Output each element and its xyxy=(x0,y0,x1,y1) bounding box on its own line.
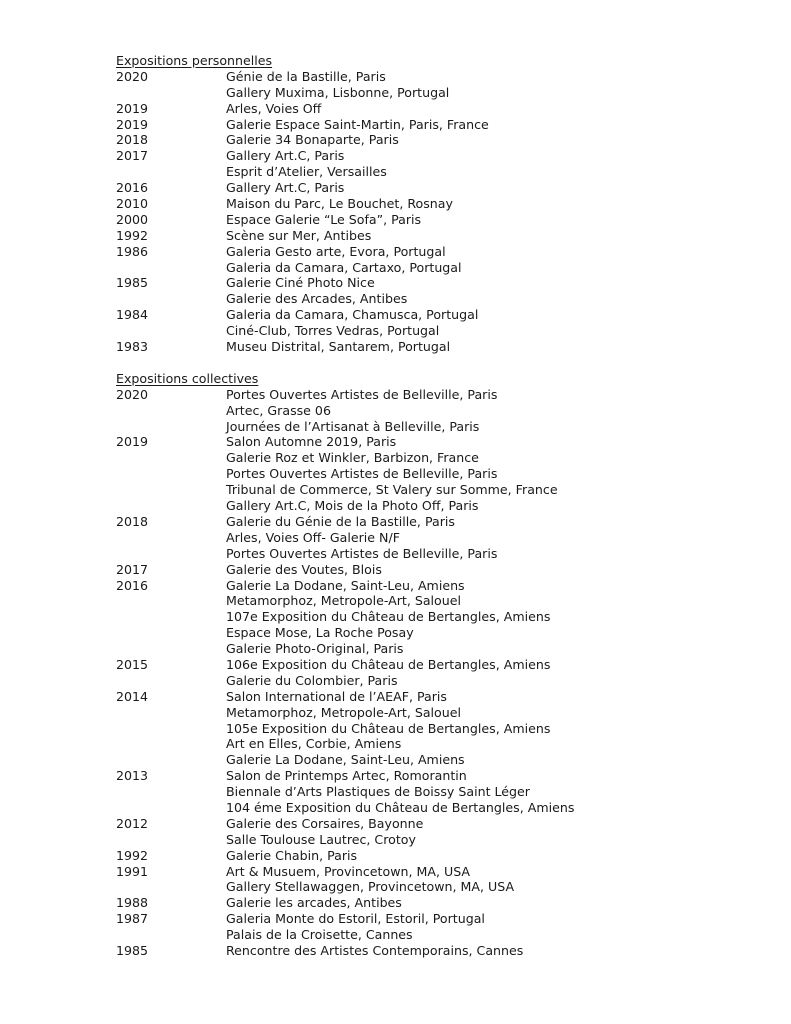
exhibition-row xyxy=(116,403,756,419)
exhibition-year xyxy=(116,498,226,514)
exhibition-venue: 104 éme Exposition du Château de Bertangles, Amiens xyxy=(226,799,575,815)
exhibition-venue: Galerie Chabin, Paris xyxy=(226,847,358,863)
exhibition-venue: Scène sur Mer, Antibes xyxy=(226,227,372,243)
exhibition-row xyxy=(116,800,756,816)
exhibition-venue: Museu Distrital, Santarem, Portugal xyxy=(226,339,451,355)
exhibition-year xyxy=(116,721,226,737)
exhibition-venue: Biennale d’Arts Plastiques de Boissy Saint Léger xyxy=(226,784,530,800)
exhibition-year: 2020 xyxy=(116,386,149,402)
exhibition-year: 2017 xyxy=(116,148,149,164)
exhibition-year: 2000 xyxy=(116,211,149,227)
exhibition-venue: Gallery Art.C, Paris xyxy=(226,180,345,196)
exhibition-year: 2016 xyxy=(116,577,149,593)
exhibition-row xyxy=(116,578,756,594)
exhibition-row xyxy=(116,307,756,323)
exhibition-venue: Galeria Monte do Estoril, Estoril, Portugal xyxy=(226,911,485,927)
exhibition-year: 2018 xyxy=(116,132,149,148)
exhibition-row xyxy=(116,132,756,148)
exhibition-year: 2015 xyxy=(116,656,149,672)
exhibition-year xyxy=(116,530,226,546)
exhibition-year xyxy=(116,736,226,752)
exhibition-venue: 105e Exposition du Château de Bertangles, Amiens xyxy=(226,720,551,736)
exhibition-year xyxy=(116,450,226,466)
exhibition-venue: Gallery Art.C, Paris xyxy=(226,148,345,164)
exhibition-year xyxy=(116,291,226,307)
exhibition-venue: Gallery Art.C, Mois de la Photo Off, Paris xyxy=(226,498,479,514)
exhibition-year xyxy=(116,403,226,419)
exhibition-row xyxy=(116,784,756,800)
exhibition-year xyxy=(116,879,226,895)
exhibition-row xyxy=(116,609,756,625)
exhibition-venue: Salon International de l’AEAF, Paris xyxy=(226,688,447,704)
exhibition-row xyxy=(116,562,756,578)
exhibition-row xyxy=(116,657,756,673)
exhibition-year xyxy=(116,609,226,625)
exhibition-year: 1985 xyxy=(116,275,149,291)
exhibition-row xyxy=(116,768,756,784)
exhibition-row xyxy=(116,323,756,339)
exhibition-year: 1987 xyxy=(116,911,149,927)
exhibition-year xyxy=(116,546,226,562)
exhibition-row xyxy=(116,832,756,848)
exhibition-venue: Galeria da Camara, Chamusca, Portugal xyxy=(226,307,479,323)
exhibition-year xyxy=(116,927,226,943)
exhibition-row xyxy=(116,705,756,721)
exhibition-venue: Galerie les arcades, Antibes xyxy=(226,895,402,911)
rows-personal xyxy=(116,69,756,355)
exhibition-venue: Ciné-Club, Torres Vedras, Portugal xyxy=(226,323,440,339)
exhibition-venue: Galerie des Voutes, Blois xyxy=(226,561,382,577)
exhibition-row xyxy=(116,879,756,895)
exhibition-venue: Art & Musuem, Provincetown, MA, USA xyxy=(226,863,471,879)
exhibition-year: 1983 xyxy=(116,339,149,355)
exhibition-year xyxy=(116,85,226,101)
exhibition-venue: Salle Toulouse Lautrec, Crotoy xyxy=(226,831,416,847)
exhibition-year xyxy=(116,260,226,276)
exhibition-row xyxy=(116,196,756,212)
exhibition-row xyxy=(116,482,756,498)
exhibition-venue: Rencontre des Artistes Contemporains, Cannes xyxy=(226,942,524,958)
exhibition-year: 2016 xyxy=(116,180,149,196)
exhibition-row xyxy=(116,117,756,133)
exhibition-venue: Galerie 34 Bonaparte, Paris xyxy=(226,132,399,148)
exhibition-row xyxy=(116,911,756,927)
exhibition-venue: Galerie Roz et Winkler, Barbizon, France xyxy=(226,450,479,466)
exhibition-row xyxy=(116,689,756,705)
exhibition-venue: Galerie La Dodane, Saint-Leu, Amiens xyxy=(226,577,465,593)
exhibition-row xyxy=(116,625,756,641)
exhibition-venue: Tribunal de Commerce, St Valery sur Somme, France xyxy=(226,482,558,498)
exhibition-year xyxy=(116,800,226,816)
exhibition-year: 2012 xyxy=(116,815,149,831)
exhibition-venue: Esprit d’Atelier, Versailles xyxy=(226,164,387,180)
exhibition-row xyxy=(116,419,756,435)
exhibition-row xyxy=(116,848,756,864)
exhibition-venue: Gallery Stellawaggen, Provincetown, MA, USA xyxy=(226,879,515,895)
exhibition-year: 1986 xyxy=(116,243,149,259)
exhibition-venue: Galerie Photo-Original, Paris xyxy=(226,641,404,657)
exhibition-year xyxy=(116,641,226,657)
exhibition-venue: Galerie Ciné Photo Nice xyxy=(226,275,375,291)
exhibition-row xyxy=(116,927,756,943)
exhibition-row xyxy=(116,148,756,164)
exhibition-row xyxy=(116,387,756,403)
section-collective xyxy=(116,371,756,959)
exhibition-venue: Portes Ouvertes Artistes de Belleville, Paris xyxy=(226,386,498,402)
exhibition-venue: Espace Galerie “Le Sofa”, Paris xyxy=(226,211,422,227)
exhibition-venue: Palais de la Croisette, Cannes xyxy=(226,927,413,943)
exhibition-year xyxy=(116,673,226,689)
exhibition-year: 2014 xyxy=(116,688,149,704)
exhibition-venue: Artec, Grasse 06 xyxy=(226,402,331,418)
exhibition-venue: Galerie des Corsaires, Bayonne xyxy=(226,815,424,831)
exhibition-year: 2020 xyxy=(116,68,149,84)
exhibition-row xyxy=(116,466,756,482)
exhibition-row xyxy=(116,434,756,450)
section-heading-personal: Expositions personnelles xyxy=(116,53,273,68)
exhibition-venue: Arles, Voies Off- Galerie N/F xyxy=(226,529,400,545)
exhibition-venue: Galerie des Arcades, Antibes xyxy=(226,291,408,307)
exhibition-row xyxy=(116,260,756,276)
exhibition-year: 2018 xyxy=(116,513,149,529)
exhibition-row xyxy=(116,212,756,228)
exhibition-row xyxy=(116,593,756,609)
exhibition-venue: Galeria da Camara, Cartaxo, Portugal xyxy=(226,259,462,275)
exhibition-year: 1992 xyxy=(116,227,149,243)
exhibition-row xyxy=(116,101,756,117)
exhibition-row xyxy=(116,864,756,880)
exhibition-venue: Portes Ouvertes Artistes de Belleville, Paris xyxy=(226,545,498,561)
exhibition-row xyxy=(116,641,756,657)
exhibition-row xyxy=(116,943,756,959)
exhibition-row xyxy=(116,816,756,832)
exhibition-year: 2019 xyxy=(116,434,149,450)
exhibition-row xyxy=(116,244,756,260)
exhibition-year: 1991 xyxy=(116,863,149,879)
exhibition-venue: Arles, Voies Off xyxy=(226,100,322,116)
exhibition-year xyxy=(116,164,226,180)
exhibition-row xyxy=(116,721,756,737)
exhibition-row xyxy=(116,180,756,196)
exhibition-year xyxy=(116,752,226,768)
exhibition-row xyxy=(116,85,756,101)
exhibition-venue: Gallery Muxima, Lisbonne, Portugal xyxy=(226,84,450,100)
exhibition-year xyxy=(116,625,226,641)
exhibition-venue: Génie de la Bastille, Paris xyxy=(226,68,386,84)
exhibition-year: 2010 xyxy=(116,196,149,212)
exhibition-year xyxy=(116,466,226,482)
exhibition-row xyxy=(116,291,756,307)
exhibition-venue: Galerie du Génie de la Bastille, Paris xyxy=(226,513,455,529)
exhibition-venue: Galeria Gesto arte, Evora, Portugal xyxy=(226,243,446,259)
exhibition-venue: Portes Ouvertes Artistes de Belleville, Paris xyxy=(226,466,498,482)
exhibition-year xyxy=(116,705,226,721)
exhibition-row xyxy=(116,530,756,546)
exhibition-year xyxy=(116,482,226,498)
exhibition-venue: Journées de l’Artisanat à Belleville, Paris xyxy=(226,418,480,434)
exhibition-year: 2017 xyxy=(116,561,149,577)
exhibition-venue: Galerie Espace Saint-Martin, Paris, France xyxy=(226,116,489,132)
exhibition-list xyxy=(116,53,756,959)
exhibition-venue: Metamorphoz, Metropole-Art, Salouel xyxy=(226,704,461,720)
exhibition-year xyxy=(116,784,226,800)
exhibition-year: 1992 xyxy=(116,847,149,863)
exhibition-row xyxy=(116,514,756,530)
exhibition-year: 1985 xyxy=(116,942,149,958)
exhibition-venue: Salon de Printemps Artec, Romorantin xyxy=(226,768,467,784)
section-heading-collective: Expositions collectives xyxy=(116,370,259,386)
exhibition-year xyxy=(116,323,226,339)
exhibition-venue: Salon Automne 2019, Paris xyxy=(226,434,397,450)
exhibition-row xyxy=(116,339,756,355)
exhibition-row xyxy=(116,228,756,244)
exhibition-year xyxy=(116,832,226,848)
exhibition-venue: Art en Elles, Corbie, Amiens xyxy=(226,736,402,752)
exhibition-year: 2019 xyxy=(116,100,149,116)
exhibition-row xyxy=(116,69,756,85)
exhibition-venue: Galerie du Colombier, Paris xyxy=(226,672,398,688)
exhibition-row xyxy=(116,546,756,562)
exhibition-venue: 107e Exposition du Château de Bertangles, Amiens xyxy=(226,609,551,625)
exhibition-year: 2019 xyxy=(116,116,149,132)
exhibition-year: 2013 xyxy=(116,768,149,784)
exhibition-row xyxy=(116,752,756,768)
exhibition-venue: Galerie La Dodane, Saint-Leu, Amiens xyxy=(226,752,465,768)
section-personal xyxy=(116,53,756,355)
rows-collective xyxy=(116,387,756,959)
exhibition-row xyxy=(116,498,756,514)
exhibition-row xyxy=(116,164,756,180)
exhibition-row xyxy=(116,673,756,689)
exhibition-year: 1988 xyxy=(116,895,149,911)
exhibition-row xyxy=(116,736,756,752)
exhibition-row xyxy=(116,275,756,291)
exhibition-venue: 106e Exposition du Château de Bertangles, Amiens xyxy=(226,656,551,672)
exhibition-venue: Espace Mose, La Roche Posay xyxy=(226,625,414,641)
exhibition-row xyxy=(116,895,756,911)
exhibition-year xyxy=(116,419,226,435)
exhibition-year: 1984 xyxy=(116,307,149,323)
exhibition-venue: Metamorphoz, Metropole-Art, Salouel xyxy=(226,593,461,609)
exhibition-venue: Maison du Parc, Le Bouchet, Rosnay xyxy=(226,196,453,212)
exhibition-row xyxy=(116,450,756,466)
exhibition-year xyxy=(116,593,226,609)
